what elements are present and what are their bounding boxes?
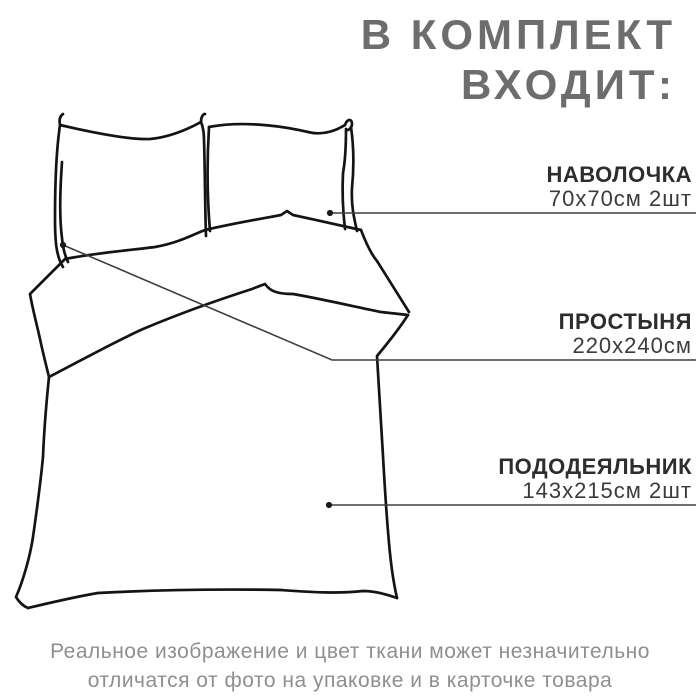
callout-sheet-name: ПРОСТЫНЯ	[558, 309, 692, 334]
page-title-line1: В КОМПЛЕКТ	[360, 11, 676, 58]
pillow-left	[55, 114, 206, 267]
page-title-line2: ВХОДИТ:	[461, 61, 676, 108]
disclaimer-note	[0, 637, 700, 695]
callout-sheet	[272, 310, 692, 358]
callout-duvet-name: ПОДОДЕЯЛЬНИК	[498, 454, 692, 479]
callout-dot-sheet	[60, 242, 66, 248]
disclaimer-line2: отличатся от фото на упаковке и в карточке товара	[87, 669, 613, 692]
callout-pillowcase	[272, 163, 692, 211]
callout-duvet	[272, 455, 692, 503]
callout-sheet-size: 220х240см	[572, 333, 692, 358]
callout-pillowcase-name: НАВОЛОЧКА	[546, 162, 692, 187]
callout-duvet-size: 143х215см 2шт	[522, 478, 692, 503]
disclaimer-line1: Реальное изображение и цвет ткани может незначительно	[50, 640, 650, 663]
page-title	[36, 10, 676, 110]
callout-pillowcase-size: 70х70см 2шт	[548, 186, 692, 211]
